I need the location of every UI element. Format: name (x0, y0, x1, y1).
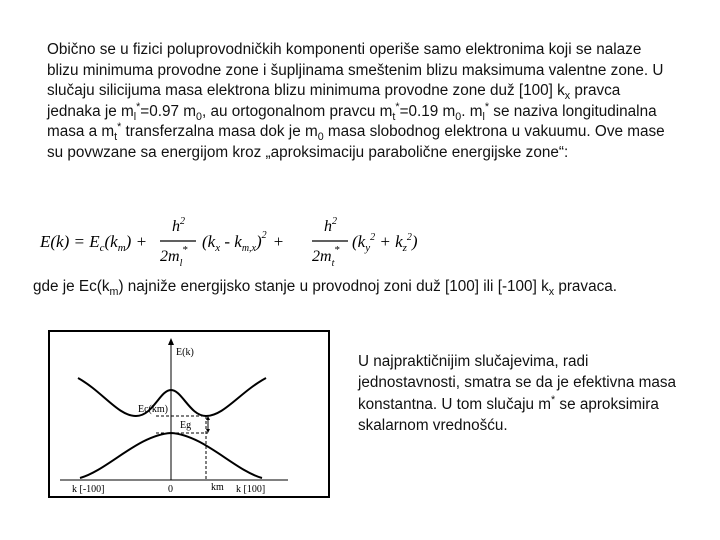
formula-kz: + k (375, 232, 403, 251)
sup-star: * (484, 100, 490, 113)
sub-t: t (392, 110, 396, 123)
y-axis-label: E(k) (176, 347, 194, 358)
formula-sq2: 2 (261, 230, 267, 241)
formula-h1: h (172, 218, 180, 235)
band-diagram (48, 330, 330, 498)
sup-star: * (136, 100, 141, 113)
formula-kx: (k (202, 232, 216, 251)
x-right-label: k [100] (236, 484, 266, 495)
ec-label: Ec(km) (138, 404, 168, 415)
sup-star: * (395, 100, 400, 113)
svg-text:h2 (172, 216, 185, 235)
eg-label: Eg (180, 420, 192, 431)
formula-plus: + (272, 232, 285, 251)
formula-sub-mx: m,x (241, 243, 256, 254)
line2-sub-m: m (109, 286, 119, 299)
sub-l: l (133, 110, 137, 123)
formula-sq5: 2 (406, 232, 412, 243)
x-left-label: k [-100] (72, 484, 105, 495)
intro-text-8: transferzalna masa dok je m (121, 123, 318, 141)
formula-h2: h (324, 218, 332, 235)
formula-svg (40, 215, 418, 270)
line2-text-3: pravaca. (554, 278, 617, 295)
formula-lhs: E(k) = E (40, 232, 100, 251)
intro-text-4: , au ortogonalnom pravcu m (201, 102, 393, 120)
sub-l: l (482, 110, 485, 123)
svg-text:(ky2 + kz2) (352, 232, 418, 254)
formula-sq3: 2 (332, 216, 337, 227)
svg-text:E(k) = Ec(km) + (39, 232, 147, 254)
sub-zero: 0 (455, 110, 462, 123)
svg-text:2mt (312, 248, 335, 269)
note-text-2: se aproksimira skalarnom vrednošću. (358, 395, 659, 434)
formula-sub-x: x (215, 242, 221, 254)
svg-text:h2 (324, 216, 337, 235)
formula-sub-m: m (117, 242, 126, 254)
formula-sub-c: c (99, 242, 105, 254)
formula-star2: * (334, 244, 340, 256)
intro-text-1: Obično se u fizici poluprovodničkih komponenti operiše samo elektronima koji se nalaze blizu minimuma provodne zone i šupljinama smeštenim blizu maksimuma valentne zone. U slučaju silicijuma masa elektrona blizu minimuma provodne zone duž [100] k (47, 41, 664, 100)
formula-sq1: 2 (180, 216, 185, 227)
note-star: * (551, 393, 556, 406)
formula-sub-z: z (402, 242, 407, 254)
energy-formula (40, 215, 418, 270)
line2-text-2: ) najniže energijsko stanje u provodnoj zoni duž [100] ili [-100] k (118, 278, 549, 295)
formula-sub-y: y (365, 242, 371, 254)
intro-text-2: pravca jednaka je m (47, 82, 621, 120)
formula-sub-t: t (331, 258, 335, 269)
intro-text-9: masa slobodnog elektrona u vakuumu. Ove mase su povwzane sa energijom kroz „aproksimaciju parabolične energijske zone“: (47, 123, 665, 161)
intro-paragraph (47, 40, 677, 164)
formula-km: (k (104, 232, 118, 251)
formula-close-plus: ) + (125, 232, 148, 251)
svg-text:(kx - km,x)2+ (202, 230, 284, 254)
intro-text-3: =0.97 m (140, 102, 196, 120)
note-text-1: U najpraktičnijim slučajevima, radi jednostavnosti, smatra se da je efektivna masa konstantna. U tom slučaju m (358, 353, 677, 413)
sub-t: t (114, 131, 118, 144)
sub-x: x (564, 90, 571, 103)
intro-text-7: se naziva longitudinalna masa a m (47, 102, 657, 141)
formula-denom1: 2m (160, 248, 180, 265)
formula-denom2: 2m (312, 248, 332, 265)
line2-sub-x: x (548, 286, 555, 299)
sub-zero: 0 (317, 131, 324, 144)
sup-star: * (117, 121, 122, 134)
formula-minus-k: - k (220, 232, 242, 251)
intro-text-6: . m (461, 102, 483, 120)
formula-sq4: 2 (370, 232, 376, 243)
svg-text:2ml (160, 248, 183, 269)
explanation-line (33, 277, 693, 297)
formula-sub-l: l (179, 258, 183, 269)
sub-zero: 0 (196, 110, 202, 123)
intro-text-5: =0.19 m (399, 102, 456, 120)
band-diagram-svg (48, 330, 330, 498)
formula-star1: * (182, 244, 188, 256)
line2-text-1: gde je Ec(k (33, 278, 110, 295)
x-zero-label: 0 (168, 484, 173, 495)
formula-close2: ) (256, 232, 262, 251)
formula-ky: (k (352, 232, 366, 251)
x-km-label: km (211, 482, 224, 493)
note-paragraph (358, 351, 678, 436)
formula-close3: ) (411, 232, 418, 251)
